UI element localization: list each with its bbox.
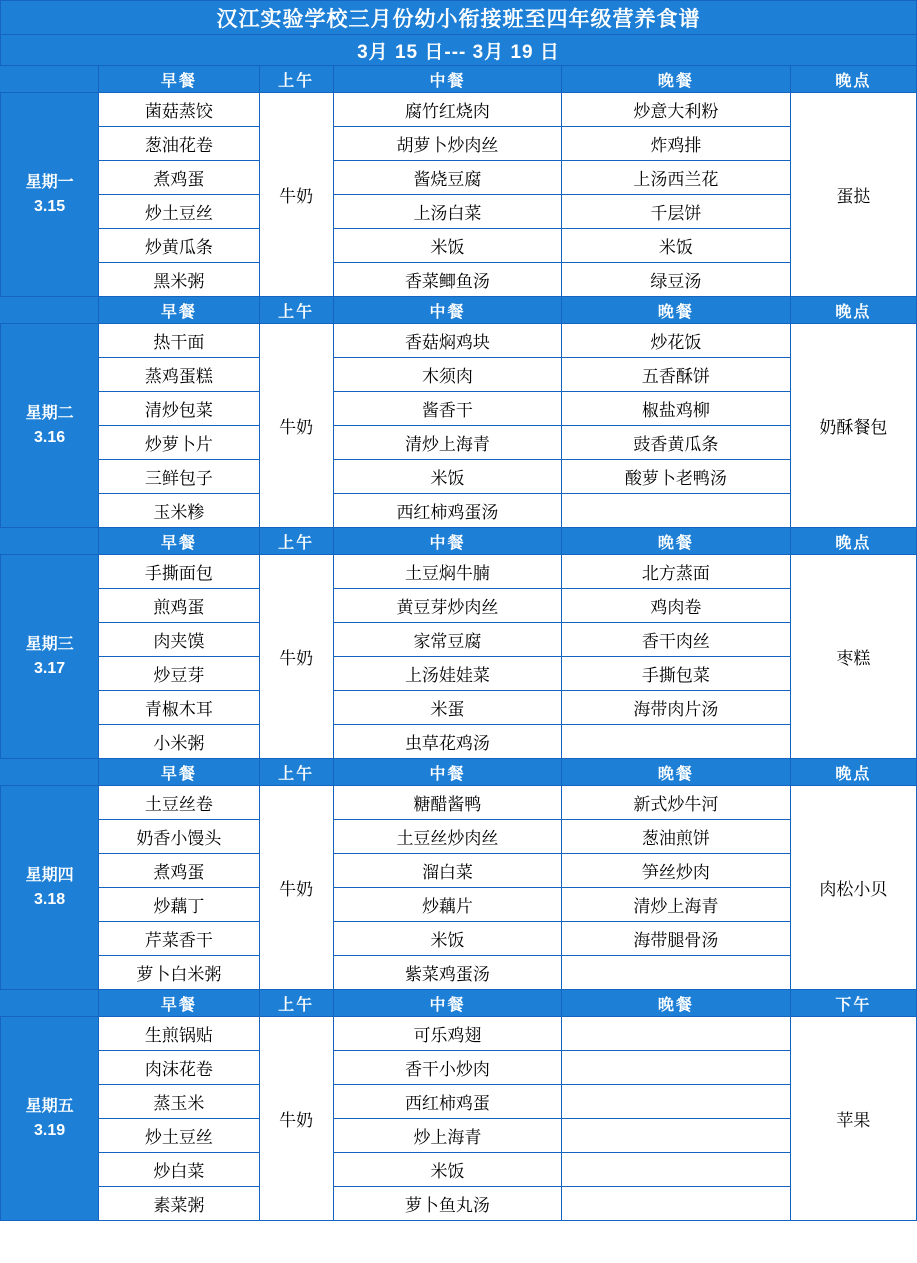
dinner-item — [562, 1051, 790, 1085]
breakfast-item: 葱油花卷 — [99, 127, 259, 161]
column-header-row — [1, 990, 917, 1017]
table-row — [1, 1085, 917, 1119]
day-name: 星期二 — [25, 404, 74, 422]
table-row — [1, 657, 917, 691]
header-snack: 晚点 — [790, 759, 916, 786]
table-row — [1, 956, 917, 990]
lunch-item: 腐竹红烧肉 — [333, 93, 561, 127]
lunch-item: 酱烧豆腐 — [333, 161, 561, 195]
header-breakfast: 早餐 — [99, 528, 259, 555]
header-dinner: 晚餐 — [562, 759, 790, 786]
lunch-item: 米蛋 — [333, 691, 561, 725]
header-lunch: 中餐 — [333, 528, 561, 555]
table-row — [1, 358, 917, 392]
header-morning: 上午 — [259, 990, 333, 1017]
header-snack: 晚点 — [790, 66, 916, 93]
breakfast-item: 蒸鸡蛋糕 — [99, 358, 259, 392]
table-row — [1, 786, 917, 820]
table-row — [1, 426, 917, 460]
header-spacer — [1, 528, 99, 555]
table-row — [1, 324, 917, 358]
dinner-item — [562, 725, 790, 759]
lunch-item: 土豆丝炒肉丝 — [333, 820, 561, 854]
day-name: 星期一 — [25, 173, 74, 191]
lunch-item: 西红柿鸡蛋 — [333, 1085, 561, 1119]
lunch-item: 米饭 — [333, 460, 561, 494]
header-morning: 上午 — [259, 297, 333, 324]
breakfast-item: 素菜粥 — [99, 1187, 259, 1221]
table-row — [1, 392, 917, 426]
breakfast-item: 炒藕丁 — [99, 888, 259, 922]
header-spacer — [1, 759, 99, 786]
dinner-item: 葱油煎饼 — [562, 820, 790, 854]
snack-item: 枣糕 — [790, 555, 916, 759]
table-row — [1, 161, 917, 195]
breakfast-item: 小米粥 — [99, 725, 259, 759]
lunch-item: 家常豆腐 — [333, 623, 561, 657]
table-row — [1, 854, 917, 888]
header-lunch: 中餐 — [333, 990, 561, 1017]
lunch-item: 胡萝卜炒肉丝 — [333, 127, 561, 161]
breakfast-item: 炒土豆丝 — [99, 195, 259, 229]
column-header-row — [1, 528, 917, 555]
dinner-item: 上汤西兰花 — [562, 161, 790, 195]
header-snack: 下午 — [790, 990, 916, 1017]
lunch-item: 香干小炒肉 — [333, 1051, 561, 1085]
header-breakfast: 早餐 — [99, 990, 259, 1017]
breakfast-item: 黑米粥 — [99, 263, 259, 297]
header-spacer — [1, 66, 99, 93]
dinner-item: 千层饼 — [562, 195, 790, 229]
breakfast-item: 三鲜包子 — [99, 460, 259, 494]
table-row — [1, 1119, 917, 1153]
breakfast-item: 萝卜白米粥 — [99, 956, 259, 990]
breakfast-item: 手撕面包 — [99, 555, 259, 589]
day-label-monday — [1, 93, 99, 297]
day-date: 3.19 — [34, 1121, 66, 1139]
dinner-item: 鸡肉卷 — [562, 589, 790, 623]
dinner-item — [562, 1085, 790, 1119]
day-date: 3.18 — [34, 890, 66, 908]
table-row — [1, 229, 917, 263]
dinner-item: 绿豆汤 — [562, 263, 790, 297]
table-row — [1, 127, 917, 161]
header-dinner: 晚餐 — [562, 66, 790, 93]
dinner-item: 豉香黄瓜条 — [562, 426, 790, 460]
day-date: 3.17 — [34, 659, 66, 677]
lunch-item: 上汤娃娃菜 — [333, 657, 561, 691]
breakfast-item: 生煎锅贴 — [99, 1017, 259, 1051]
day-name: 星期三 — [25, 635, 74, 653]
dinner-item: 炒花饭 — [562, 324, 790, 358]
table-row — [1, 195, 917, 229]
snack-item: 苹果 — [790, 1017, 916, 1221]
lunch-item: 萝卜鱼丸汤 — [333, 1187, 561, 1221]
lunch-item: 米饭 — [333, 229, 561, 263]
breakfast-item: 炒土豆丝 — [99, 1119, 259, 1153]
dinner-item: 手撕包菜 — [562, 657, 790, 691]
lunch-item: 米饭 — [333, 922, 561, 956]
breakfast-item: 肉沫花卷 — [99, 1051, 259, 1085]
column-header-row — [1, 66, 917, 93]
header-lunch: 中餐 — [333, 759, 561, 786]
header-snack: 晚点 — [790, 297, 916, 324]
page-title: 汉江实验学校三月份幼小衔接班至四年级营养食谱 — [1, 1, 917, 35]
header-snack: 晚点 — [790, 528, 916, 555]
header-dinner: 晚餐 — [562, 990, 790, 1017]
header-breakfast: 早餐 — [99, 297, 259, 324]
breakfast-item: 肉夹馍 — [99, 623, 259, 657]
breakfast-item: 煮鸡蛋 — [99, 854, 259, 888]
lunch-item: 上汤白菜 — [333, 195, 561, 229]
breakfast-item: 热干面 — [99, 324, 259, 358]
lunch-item: 木须肉 — [333, 358, 561, 392]
header-morning: 上午 — [259, 528, 333, 555]
table-row — [1, 494, 917, 528]
dinner-item — [562, 956, 790, 990]
header-morning: 上午 — [259, 759, 333, 786]
lunch-item: 香菜鲫鱼汤 — [333, 263, 561, 297]
table-row — [1, 1017, 917, 1051]
day-name: 星期四 — [25, 866, 74, 884]
day-name: 星期五 — [25, 1097, 74, 1115]
dinner-item: 笋丝炒肉 — [562, 854, 790, 888]
lunch-item: 可乐鸡翅 — [333, 1017, 561, 1051]
dinner-item — [562, 1153, 790, 1187]
header-lunch: 中餐 — [333, 297, 561, 324]
table-row — [1, 922, 917, 956]
morning-item: 牛奶 — [259, 786, 333, 990]
dinner-item: 米饭 — [562, 229, 790, 263]
breakfast-item: 青椒木耳 — [99, 691, 259, 725]
day-label-tuesday — [1, 324, 99, 528]
breakfast-item: 煮鸡蛋 — [99, 161, 259, 195]
dinner-item — [562, 1187, 790, 1221]
breakfast-item: 芹菜香干 — [99, 922, 259, 956]
dinner-item: 炒意大利粉 — [562, 93, 790, 127]
lunch-item: 黄豆芽炒肉丝 — [333, 589, 561, 623]
morning-item: 牛奶 — [259, 1017, 333, 1221]
snack-item: 蛋挞 — [790, 93, 916, 297]
snack-item: 奶酥餐包 — [790, 324, 916, 528]
dinner-item: 椒盐鸡柳 — [562, 392, 790, 426]
dinner-item: 炸鸡排 — [562, 127, 790, 161]
morning-item: 牛奶 — [259, 555, 333, 759]
day-label-friday — [1, 1017, 99, 1221]
table-row — [1, 623, 917, 657]
morning-item: 牛奶 — [259, 324, 333, 528]
lunch-item: 米饭 — [333, 1153, 561, 1187]
day-date: 3.15 — [34, 197, 66, 215]
table-row — [1, 93, 917, 127]
table-row — [1, 888, 917, 922]
table-row — [1, 691, 917, 725]
table-row — [1, 263, 917, 297]
column-header-row — [1, 297, 917, 324]
lunch-item: 紫菜鸡蛋汤 — [333, 956, 561, 990]
breakfast-item: 煎鸡蛋 — [99, 589, 259, 623]
table-row — [1, 725, 917, 759]
breakfast-item: 奶香小馒头 — [99, 820, 259, 854]
title-row — [1, 1, 917, 35]
dinner-item: 香干肉丝 — [562, 623, 790, 657]
lunch-item: 溜白菜 — [333, 854, 561, 888]
breakfast-item: 菌菇蒸饺 — [99, 93, 259, 127]
lunch-item: 香菇焖鸡块 — [333, 324, 561, 358]
lunch-item: 虫草花鸡汤 — [333, 725, 561, 759]
breakfast-item: 蒸玉米 — [99, 1085, 259, 1119]
table-row — [1, 1153, 917, 1187]
subtitle-row — [1, 35, 917, 66]
table-row — [1, 1051, 917, 1085]
breakfast-item: 土豆丝卷 — [99, 786, 259, 820]
column-header-row — [1, 759, 917, 786]
dinner-item: 清炒上海青 — [562, 888, 790, 922]
header-dinner: 晚餐 — [562, 528, 790, 555]
lunch-item: 清炒上海青 — [333, 426, 561, 460]
breakfast-item: 炒豆芽 — [99, 657, 259, 691]
morning-item: 牛奶 — [259, 93, 333, 297]
header-lunch: 中餐 — [333, 66, 561, 93]
header-morning: 上午 — [259, 66, 333, 93]
header-breakfast: 早餐 — [99, 759, 259, 786]
dinner-item: 海带腿骨汤 — [562, 922, 790, 956]
breakfast-item: 炒萝卜片 — [99, 426, 259, 460]
breakfast-item: 玉米糁 — [99, 494, 259, 528]
day-label-thursday — [1, 786, 99, 990]
header-spacer — [1, 990, 99, 1017]
dinner-item: 新式炒牛河 — [562, 786, 790, 820]
dinner-item: 海带肉片汤 — [562, 691, 790, 725]
header-breakfast: 早餐 — [99, 66, 259, 93]
dinner-item: 北方蒸面 — [562, 555, 790, 589]
lunch-item: 炒藕片 — [333, 888, 561, 922]
lunch-item: 糖醋酱鸭 — [333, 786, 561, 820]
dinner-item — [562, 494, 790, 528]
lunch-item: 西红柿鸡蛋汤 — [333, 494, 561, 528]
day-date: 3.16 — [34, 428, 66, 446]
dinner-item: 酸萝卜老鸭汤 — [562, 460, 790, 494]
table-row — [1, 820, 917, 854]
table-row — [1, 589, 917, 623]
table-row — [1, 555, 917, 589]
lunch-item: 土豆焖牛腩 — [333, 555, 561, 589]
date-range: 3月 15 日--- 3月 19 日 — [1, 35, 917, 66]
breakfast-item: 炒黄瓜条 — [99, 229, 259, 263]
dinner-item: 五香酥饼 — [562, 358, 790, 392]
lunch-item: 酱香干 — [333, 392, 561, 426]
dinner-item — [562, 1017, 790, 1051]
table-row — [1, 1187, 917, 1221]
dinner-item — [562, 1119, 790, 1153]
header-spacer — [1, 297, 99, 324]
snack-item: 肉松小贝 — [790, 786, 916, 990]
lunch-item: 炒上海青 — [333, 1119, 561, 1153]
header-dinner: 晚餐 — [562, 297, 790, 324]
breakfast-item: 炒白菜 — [99, 1153, 259, 1187]
breakfast-item: 清炒包菜 — [99, 392, 259, 426]
day-label-wednesday — [1, 555, 99, 759]
table-row — [1, 460, 917, 494]
